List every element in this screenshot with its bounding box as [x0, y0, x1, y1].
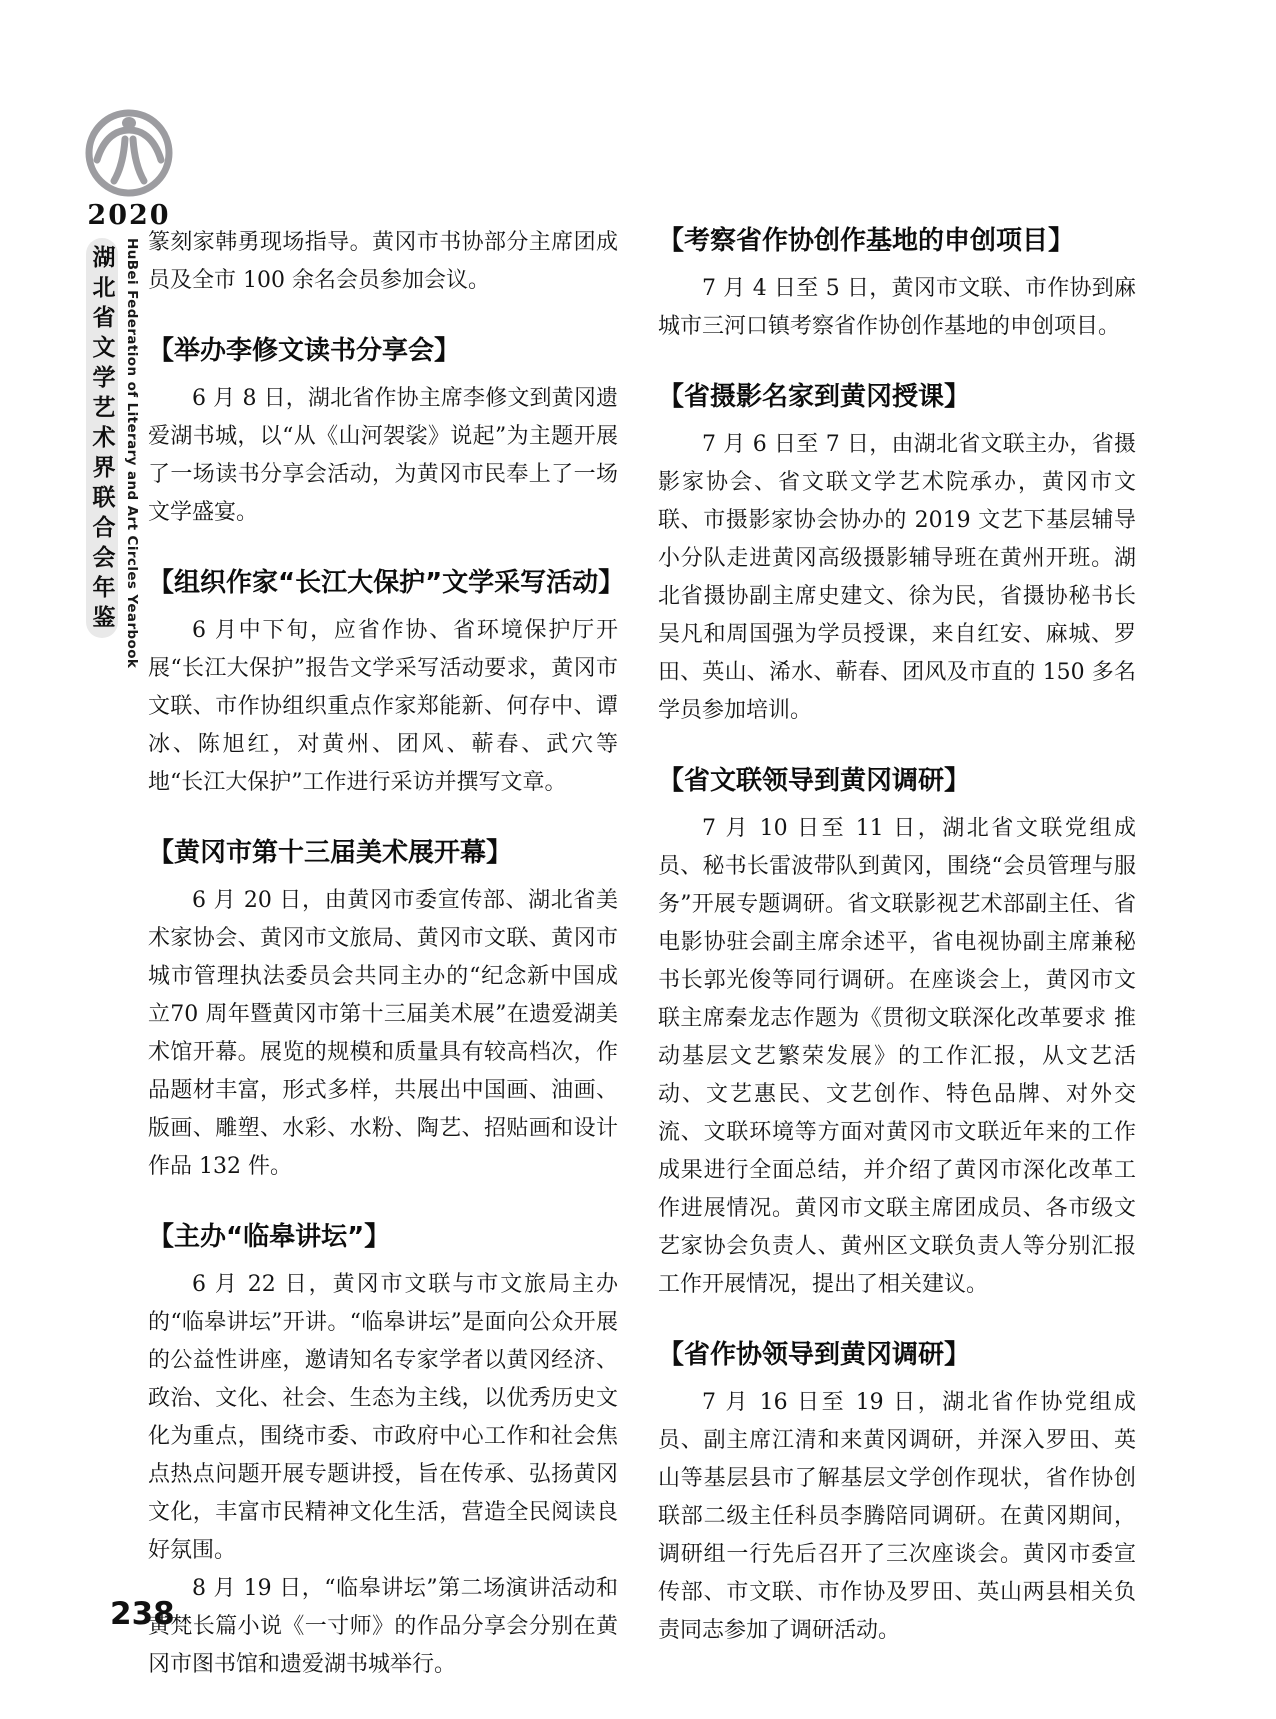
section-heading: 【举办李修文读书分享会】	[148, 336, 461, 366]
section-heading: 【考察省作协创作基地的申创项目】	[658, 226, 1075, 256]
sidebar-strip	[86, 238, 118, 638]
paragraph: 6 月 8 日，湖北省作协主席李修文到黄冈遗爱湖书城，以“从《山河袈裟》说起”为主题开展了一场读书分享会活动，为黄冈市民奉上了一场文学盛宴。	[148, 386, 618, 525]
section-heading: 【主办“临皋讲坛”】	[148, 1222, 391, 1252]
paragraph: 6 月 20 日，由黄冈市委宣传部、湖北省美术家协会、黄冈市文旅局、黄冈市文联、黄冈市城市管理执法委员会共同主办的“纪念新中国成立70 周年暨黄冈市第十三届美术展”在遗爱湖美术馆开幕。展览的规模和质量具有较高档次，作品题材丰富，形式多样，共展出中国画、油画、版画、雕塑、水彩、水粉、陶艺、招贴画和设计作品 132 件。	[148, 888, 618, 1179]
paragraph: 7 月 16 日至 19 日，湖北省作协党组成员、副主席江清和来黄冈调研，并深入罗田、英山等基层县市了解基层文学创作现状，省作协创联部二级主任科员李腾陪同调研。在黄冈期间，调研组一行先后召开了三次座谈会。黄冈市委宣传部、市文联、市作协及罗田、英山两县相关负责同志参加了调研活动。	[658, 1390, 1136, 1643]
paragraph: 6 月中下旬，应省作协、省环境保护厅开展“长江大保护”报告文学采写活动要求，黄冈市文联、市作协组织重点作家郑能新、何存中、谭冰、陈旭红，对黄州、团风、蕲春、武穴等地“长江大保护”工作进行采访并撰写文章。	[148, 618, 618, 795]
sidebar-title-english: HuBei Federation of Literary and Art Circles Yearbook	[124, 238, 140, 669]
section-heading: 【省文联领导到黄冈调研】	[658, 766, 971, 796]
right-text-column	[658, 224, 1136, 1650]
sidebar-title-chinese: 湖北省文学艺术界联合会年鉴	[88, 245, 115, 635]
section-heading: 【黄冈市第十三届美术展开幕】	[148, 838, 513, 868]
paragraph: 篆刻家韩勇现场指导。黄冈市书协部分主席团成员及全市 100 余名会员参加会议。	[148, 230, 618, 293]
year-label: 2020	[87, 200, 171, 231]
paragraph: 7 月 10 日至 11 日，湖北省文联党组成员、秘书长雷波带队到黄冈，围绕“会员管理与服务”开展专题调研。省文联影视艺术部副主任、省电影协驻会副主席余述平，省电视协副主席兼秘书长郭光俊等同行调研。在座谈会上，黄冈市文联主席秦龙志作题为《贯彻文联深化改革要求 推动基层文艺繁荣发展》的工作汇报，从文艺活动、文艺惠民、文艺创作、特色品牌、对外交流、文联环境等方面对黄冈市文联近年来的工作成果进行全面总结，并介绍了黄冈市深化改革工作进展情况。黄冈市文联主席团成员、各市级文艺家协会负责人、黄州区文联负责人等分别汇报工作开展情况，提出了相关建议。	[658, 816, 1136, 1297]
federation-logo-icon	[83, 106, 175, 198]
paragraph: 7 月 6 日至 7 日，由湖北省文联主办，省摄影家协会、省文联文学艺术院承办，黄冈市文联、市摄影家协会协办的 2019 文艺下基层辅导小分队走进黄冈高级摄影辅导班在黄州开班。湖北省摄协副主席史建文、徐为民，省摄协秘书长吴凡和周国强为学员授课，来自红安、麻城、罗田、英山、浠水、蕲春、团风及市直的 150 多名学员参加培训。	[658, 432, 1136, 723]
page-number: 238	[110, 1596, 175, 1632]
section-heading: 【组织作家“长江大保护”文学采写活动】	[148, 568, 625, 598]
logo-block	[74, 106, 184, 231]
section-heading: 【省作协领导到黄冈调研】	[658, 1340, 971, 1370]
paragraph: 8 月 19 日，“临皋讲坛”第二场演讲活动和黄梵长篇小说《一寸师》的作品分享会分别在黄冈市图书馆和遗爱湖书城举行。	[148, 1576, 618, 1677]
paragraph: 7 月 4 日至 5 日，黄冈市文联、市作协到麻城市三河口镇考察省作协创作基地的申创项目。	[658, 276, 1136, 339]
section-heading: 【省摄影名家到黄冈授课】	[658, 382, 971, 412]
paragraph: 6 月 22 日，黄冈市文联与市文旅局主办的“临皋讲坛”开讲。“临皋讲坛”是面向公众开展的公益性讲座，邀请知名专家学者以黄冈经济、政治、文化、社会、生态为主线，以优秀历史文化为重点，围绕市委、市政府中心工作和社会焦点热点问题开展专题讲授，旨在传承、弘扬黄冈文化，丰富市民精神文化生活，营造全民阅读良好氛围。	[148, 1272, 618, 1563]
left-text-column	[148, 224, 625, 1684]
